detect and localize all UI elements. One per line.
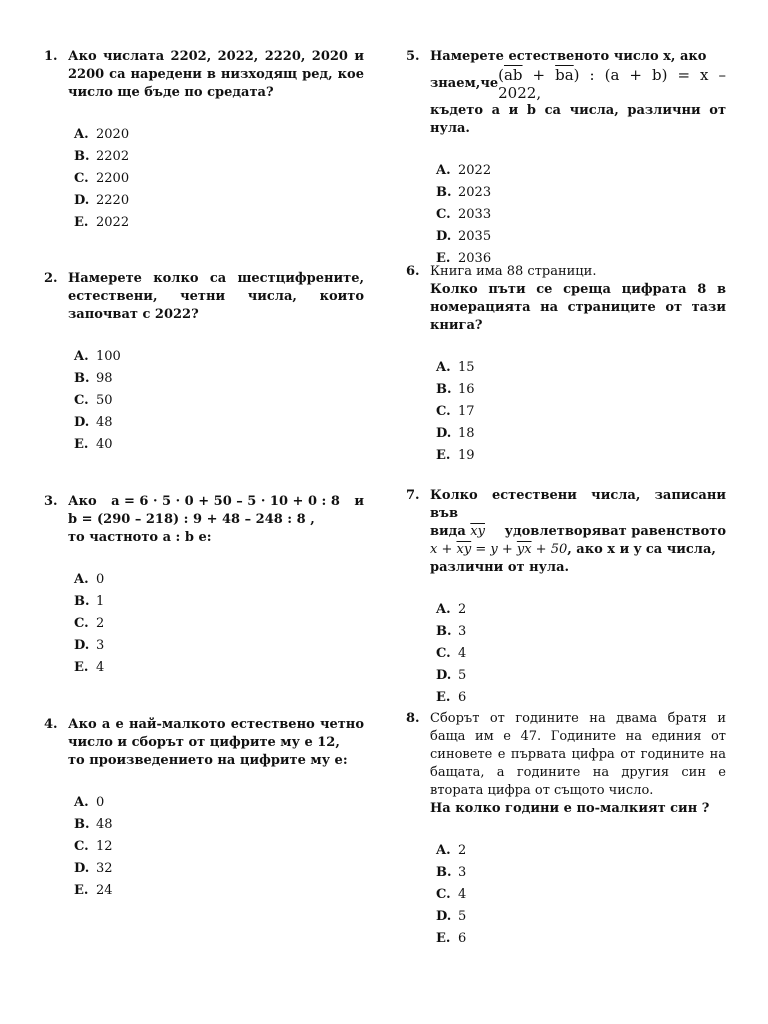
equation: $x + \overline{xy} = y + \overline{yx} + 50$ <box>430 542 568 557</box>
question-number: 1. <box>44 49 58 64</box>
option-d[interactable]: D. 5 <box>436 668 467 683</box>
option-e[interactable]: E. 2022 <box>74 215 130 230</box>
option-a[interactable]: A. 0 <box>74 572 105 587</box>
question-8 <box>406 710 726 950</box>
question-text: Колко естествени числа, записани във вида $\overline{xy}$ удовлетворяват равенството $x + \overline{xy} = y + \overline{yx} + 50$, ако x и y са числа, различни от нула. <box>430 488 726 575</box>
option-c[interactable]: C. 12 <box>74 839 113 854</box>
question-number: 5. <box>406 49 420 64</box>
option-c[interactable]: C. 2 <box>74 616 105 631</box>
question-number: 3. <box>44 494 58 509</box>
option-b[interactable]: B. 3 <box>436 865 467 880</box>
question-4 <box>44 716 364 902</box>
option-e[interactable]: E. 6 <box>436 690 467 705</box>
answer-options <box>44 124 364 234</box>
question-text: Ако а е най-малкото естествено четно число и сборът от цифрите му е 12, то произведението на цифрите му е: <box>68 717 364 768</box>
option-e[interactable]: E. 40 <box>74 437 113 452</box>
option-c[interactable]: C. 50 <box>74 393 113 408</box>
option-b[interactable]: B. 1 <box>74 594 105 609</box>
question-text: Ако числата 2202, 2022, 2220, 2020 и 2200 са наредени в низходящ ред, кое число ще бъде по средата? <box>68 49 364 100</box>
option-d[interactable]: D. 5 <box>436 909 467 924</box>
option-d[interactable]: D. 18 <box>436 426 475 441</box>
option-d[interactable]: D. 3 <box>74 638 105 653</box>
answer-options <box>44 569 364 679</box>
option-e[interactable]: E. 6 <box>436 931 467 946</box>
option-e[interactable]: E. 19 <box>436 448 475 463</box>
question-2 <box>44 270 364 456</box>
question-1 <box>44 48 364 234</box>
option-c[interactable]: C. 4 <box>436 887 467 902</box>
option-c[interactable]: C. 17 <box>436 404 475 419</box>
option-b[interactable]: B. 3 <box>436 624 467 639</box>
question-number: 8. <box>406 711 420 726</box>
option-e[interactable]: E. 4 <box>74 660 105 675</box>
equation: $(\overline{ab} + \overline{ba})$ : (a + b) = x – 2022, <box>498 66 726 102</box>
answer-options <box>406 160 726 270</box>
option-a[interactable]: A. 0 <box>74 795 105 810</box>
question-number: 2. <box>44 271 58 286</box>
answer-options <box>44 792 364 902</box>
question-text: Сборът от годините на двама братя и баща им е 47. Годините на единия от синовете е първата цифра от годините на бащата, а годините на другия син е втората цифра от същото число. На колко години е по-малкият син ? <box>430 711 726 816</box>
option-a[interactable]: A. 2 <box>436 843 467 858</box>
question-3 <box>44 493 364 679</box>
option-e[interactable]: E. 24 <box>74 883 113 898</box>
answer-options <box>406 599 726 709</box>
answer-options <box>406 840 726 950</box>
option-d[interactable]: D. 32 <box>74 861 113 876</box>
question-text: Ако a = 6 · 5 · 0 + 50 – 5 · 10 + 0 : 8 и b = (290 – 218) : 9 + 48 – 248 : 8 , то частното a : b е: <box>68 494 364 545</box>
option-c[interactable]: C. 2033 <box>436 207 492 222</box>
option-c[interactable]: C. 2200 <box>74 171 130 186</box>
expression-b: b = (290 – 218) : 9 + 48 – 248 : 8 , <box>68 512 315 527</box>
option-c[interactable]: C. 4 <box>436 646 467 661</box>
question-7 <box>406 487 726 709</box>
answer-options <box>406 357 726 467</box>
option-d[interactable]: D. 2035 <box>436 229 492 244</box>
answer-options <box>44 346 364 456</box>
option-e[interactable]: E. 2036 <box>436 251 492 266</box>
option-a[interactable]: A. 2 <box>436 602 467 617</box>
question-text: Книга има 88 страници. Колко пъти се среща цифрата 8 в номерацията на страниците от тази книга? <box>430 264 726 333</box>
option-a[interactable]: A. 2022 <box>436 163 492 178</box>
option-b[interactable]: B. 98 <box>74 371 113 386</box>
option-d[interactable]: D. 2220 <box>74 193 130 208</box>
option-a[interactable]: A. 2020 <box>74 127 130 142</box>
question-number: 4. <box>44 717 58 732</box>
option-a[interactable]: A. 15 <box>436 360 475 375</box>
question-number: 6. <box>406 264 420 279</box>
question-text: Намерете колко са шестцифрените, естествени, четни числа, които започват с 2022? <box>68 271 364 322</box>
option-b[interactable]: B. 2202 <box>74 149 130 164</box>
option-b[interactable]: B. 2023 <box>436 185 492 200</box>
question-number: 7. <box>406 488 420 503</box>
question-5 <box>406 48 726 270</box>
option-d[interactable]: D. 48 <box>74 415 113 430</box>
option-b[interactable]: B. 48 <box>74 817 113 832</box>
option-b[interactable]: B. 16 <box>436 382 475 397</box>
question-6 <box>406 263 726 467</box>
expression-a: a = 6 · 5 · 0 + 50 – 5 · 10 + 0 : 8 <box>111 494 340 509</box>
option-a[interactable]: A. 100 <box>74 349 121 364</box>
question-text: Намерете естественото число x, ако знаем, че $(\overline{ab} + \overline{ba})$ : (a + b) = x – 2022, където a и b са числа, различни от нула. <box>430 49 726 136</box>
